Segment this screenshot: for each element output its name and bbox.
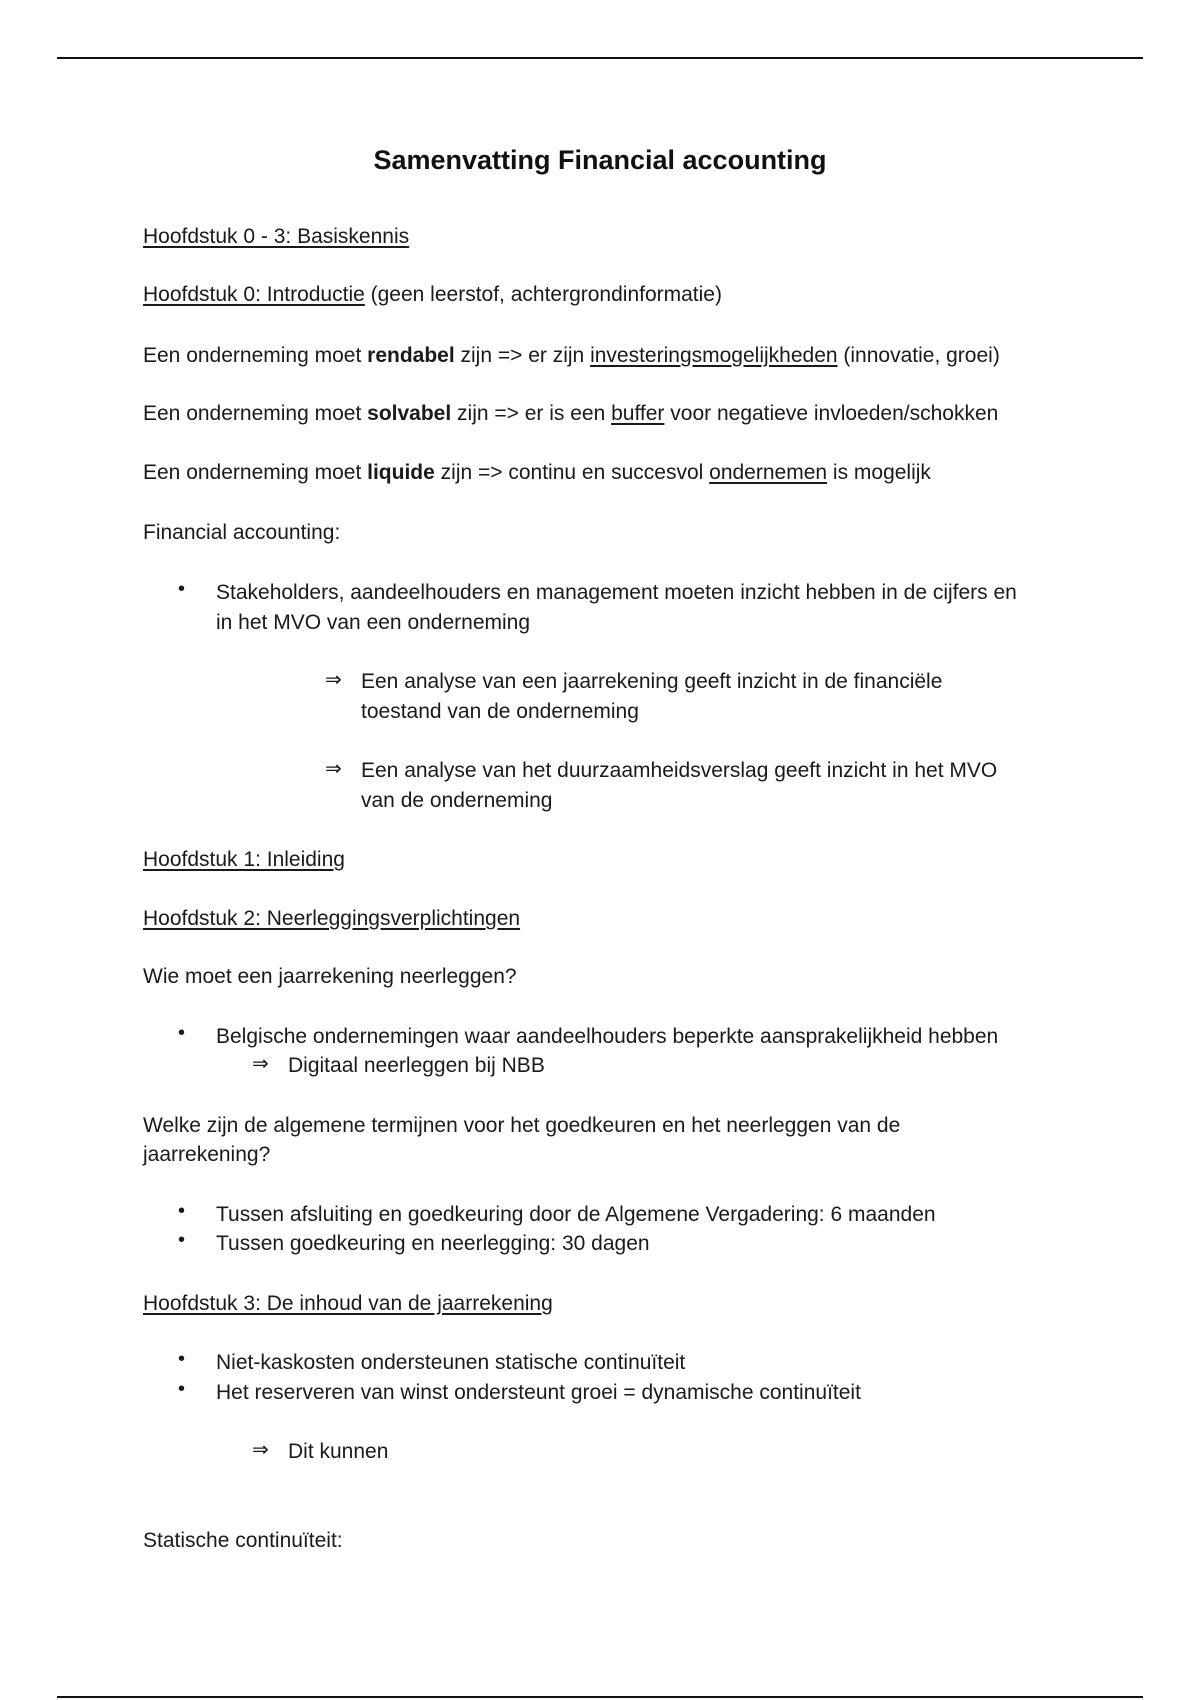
fa-arrow2-line-2: van de onderneming: [361, 789, 553, 812]
arrow-icon: ⇒: [325, 669, 342, 691]
h3-bullet-1: Niet-kaskosten ondersteunen statische continuïteit: [216, 1351, 686, 1374]
bullet-icon: •: [178, 578, 186, 600]
bullet-icon: •: [178, 1200, 186, 1222]
text: (innovatie, groei): [837, 344, 1000, 367]
q1-bullet: Belgische ondernemingen waar aandeelhouders beperkte aansprakelijkheid hebben: [216, 1025, 999, 1048]
question-1: Wie moet een jaarrekening neerleggen?: [143, 965, 517, 988]
bullet-icon: •: [178, 1022, 186, 1044]
underlined-term: ondernemen: [709, 461, 828, 484]
underlined-term: investeringsmogelijkheden: [590, 344, 838, 367]
fa-label: Financial accounting:: [143, 521, 341, 544]
h3-arrow: Dit kunnen: [288, 1440, 389, 1463]
fa-arrow1-line-1: Een analyse van een jaarrekening geeft inzicht in de financiële: [361, 670, 943, 693]
text: is mogelijk: [827, 461, 931, 484]
bold-term: solvabel: [367, 402, 452, 425]
fa-arrow1-line-2: toestand van de onderneming: [361, 700, 639, 723]
text: zijn => er is een: [451, 402, 612, 425]
page-title: Samenvatting Financial accounting: [373, 145, 827, 175]
text: Een onderneming moet: [143, 402, 368, 425]
q2-bullet-2: Tussen goedkeuring en neerlegging: 30 dagen: [216, 1232, 650, 1255]
bullet-icon: •: [178, 1229, 186, 1251]
text: zijn => er zijn: [454, 344, 591, 367]
text: Een onderneming moet: [143, 344, 368, 367]
q1-arrow: Digitaal neerleggen bij NBB: [288, 1054, 545, 1077]
arrow-icon: ⇒: [252, 1053, 269, 1075]
bold-term: rendabel: [367, 344, 455, 367]
header-rule: [57, 57, 1143, 59]
text: zijn => continu en succesvol: [434, 461, 710, 484]
heading-h0-note: (geen leerstof, achtergrondinformatie): [364, 283, 722, 306]
paragraph-rendabel: [143, 341, 1000, 370]
bullet-icon: •: [178, 1378, 186, 1400]
arrow-icon: ⇒: [325, 758, 342, 780]
fa-bullet-line-1: Stakeholders, aandeelhouders en management moeten inzicht hebben in de cijfers en: [216, 581, 1017, 604]
heading-h3: Hoofdstuk 3: De inhoud van de jaarrekening: [143, 1292, 553, 1315]
heading-h0-line: [143, 280, 722, 309]
question-2-line-2: jaarrekening?: [143, 1143, 271, 1166]
heading-h2: Hoofdstuk 2: Neerleggingsverplichtingen: [143, 907, 521, 930]
bold-term: liquide: [367, 461, 435, 484]
fa-arrow2-line-1: Een analyse van het duurzaamheidsverslag geeft inzicht in het MVO: [361, 759, 998, 782]
heading-h1: Hoofdstuk 1: Inleiding: [143, 848, 345, 871]
heading-h0: Hoofdstuk 0: Introductie: [143, 283, 365, 306]
arrow-icon: ⇒: [252, 1439, 269, 1461]
text: Een onderneming moet: [143, 461, 368, 484]
question-2-line-1: Welke zijn de algemene termijnen voor het goedkeuren en het neerleggen van de: [143, 1114, 901, 1137]
footer-rule: [57, 1696, 1143, 1698]
h3-bullet-2: Het reserveren van winst ondersteunt groei = dynamische continuïteit: [216, 1381, 861, 1404]
paragraph-solvabel: [143, 399, 998, 428]
bullet-icon: •: [178, 1348, 186, 1370]
underlined-term: buffer: [611, 402, 665, 425]
paragraph-liquide: [143, 458, 931, 487]
heading-h0-3: Hoofdstuk 0 - 3: Basiskennis: [143, 225, 410, 248]
static-continuity-label: Statische continuïteit:: [143, 1529, 343, 1552]
fa-bullet-line-2: in het MVO van een onderneming: [216, 611, 531, 634]
text: voor negatieve invloeden/schokken: [664, 402, 999, 425]
q2-bullet-1: Tussen afsluiting en goedkeuring door de Algemene Vergadering: 6 maanden: [216, 1203, 936, 1226]
